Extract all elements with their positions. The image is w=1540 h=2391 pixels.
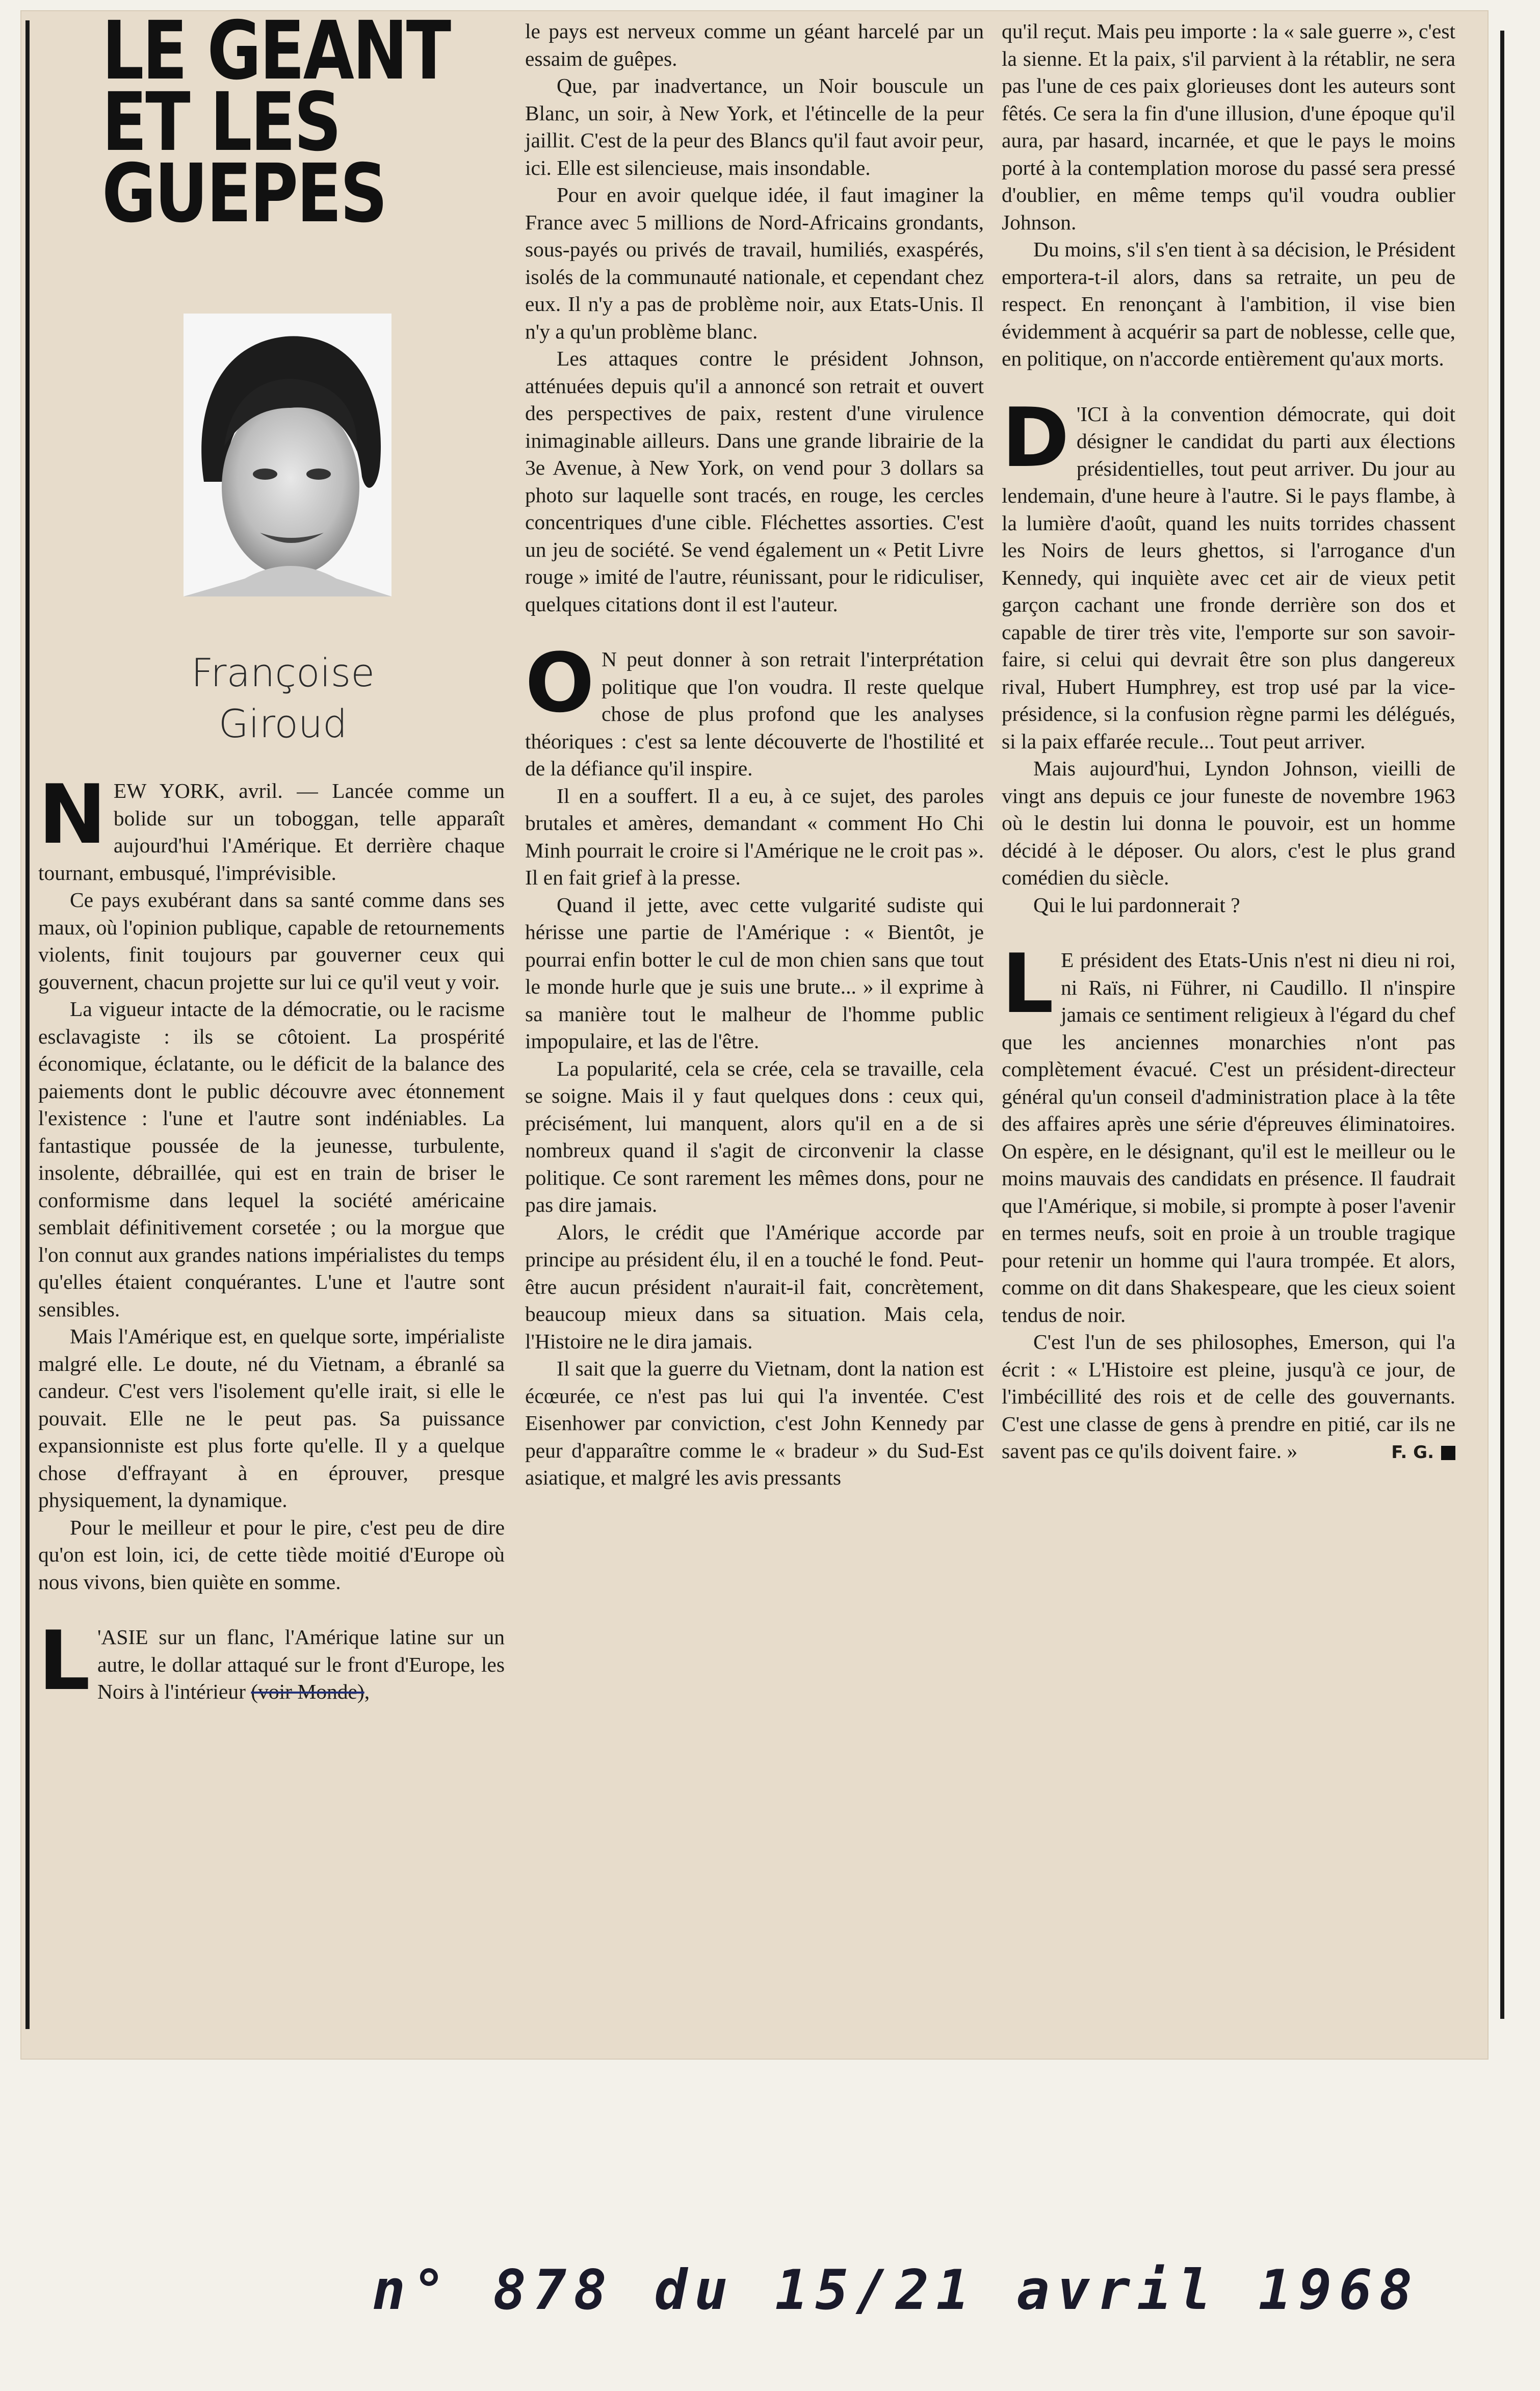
- drop-cap: L: [1002, 936, 1054, 1031]
- paragraph-text: Du moins, s'il s'en tient à sa décision, le Président emportera-t-il alors, dans sa retraite, un peu de respect. En renonçant à l'ambition, il vise bien évidemment à acquérir sa part de noblesse, celle que, en politique, on n'accorde entièrement qu'aux morts.: [1002, 238, 1455, 370]
- author-portrait: [184, 314, 391, 596]
- paragraph-text: La vigueur intacte de la démocratie, ou le racisme esclavagiste : ils se côtoient. La prospérité économique, éclatante, ou le déficit de la balance des paiements dont le public découvre avec étonnement l'existence : l'une et l'autre sont indéniables. La fantastique poussée de la jeunesse, turbulente, insolente, débraillée, qui est en train de briser le conformisme dans lequel la société américaine semblait définitivement corsetée ; ou la morgue que l'on connut aux grandes nations impérialistes du temps qu'elles étaient conquérantes. L'une et l'autre sont sensibles.: [38, 997, 505, 1321]
- drop-cap: O: [525, 635, 595, 731]
- drop-cap: L: [38, 1613, 90, 1708]
- paragraph-text: Il sait que la guerre du Vietnam, dont la nation est écœurée, ce n'est pas lui qui l'a inventée. C'est Eisenhower par conviction, c'est John Kennedy par peur d'apparaître comme le « bradeur » du Sud-Est asiatique, et malgré les avis pressants: [525, 1357, 984, 1489]
- portrait-photo: [184, 314, 391, 596]
- section-paragraph: [38, 1613, 505, 1708]
- paragraph: [525, 1219, 984, 1356]
- column-1: [38, 767, 505, 1708]
- paragraph: [38, 1514, 505, 1596]
- paragraph-text: Il en a souffert. Il a eu, à ce sujet, des paroles brutales et amères, demandant « comment Ho Chi Minh pourrait le croire si l'Amérique ne le croit pas ». Il en fait grief à la presse.: [525, 784, 984, 889]
- paragraph: [1002, 1329, 1455, 1465]
- paragraph: [525, 181, 984, 345]
- headline: [102, 4, 450, 241]
- paragraph: [1002, 18, 1455, 236]
- paragraph: [525, 18, 984, 72]
- author-signature: F. G.: [1391, 1442, 1434, 1463]
- paragraph-text: 'ICI à la convention démocrate, qui doit désigner le candidat du parti aux élections présidentielles, tout peut arriver. Du jour au lendemain, d'une heure à l'autre. Si le pays flambe, à la lumière d'août, quand les nuits torrides chassent les Noirs de leurs ghettos, si l'arrogance d'un Kennedy, qui inquiète avec cet air de vieux petit garçon cachant une fronde derrière son dos et capable de tirer très vite, l'emporte sur son savoir-faire, si celui qui devrait être son plus dangereux rival, Hubert Humphrey, est trop usé par la vice-présidence, si la confusion règne parmi les délégués, si la paix effarée recule... Tout peut arriver.: [1002, 402, 1455, 753]
- drop-cap: D: [1002, 389, 1069, 485]
- paragraph: [38, 887, 505, 996]
- end-of-article-mark: [1441, 1446, 1455, 1460]
- left-column-rule: [25, 20, 30, 2029]
- section-paragraph: [1002, 936, 1455, 1329]
- paragraph: [1002, 892, 1455, 919]
- section-paragraph: [38, 767, 505, 887]
- section-paragraph: [525, 635, 984, 783]
- byline-first-name: Françoise: [191, 650, 375, 695]
- paragraph-text: Pour en avoir quelque idée, il faut imaginer la France avec 5 millions de Nord-Africains grondants, sous-payés ou privés de travail, humiliés, exaspérés, isolés de la communauté nationale, et cependant chez eux. Il n'y a pas de problème noir, aux Etats-Unis. Il n'y a qu'un problème blanc.: [525, 183, 984, 343]
- paragraph: [38, 996, 505, 1323]
- section-paragraph: [1002, 389, 1455, 756]
- paragraph-text: le pays est nerveux comme un géant harcelé par un essaim de guêpes.: [525, 19, 984, 70]
- paragraph-tail: ,: [364, 1680, 370, 1703]
- headline-line: ET LES: [102, 75, 340, 169]
- drop-cap: N: [38, 767, 107, 862]
- paragraph-text: Ce pays exubérant dans sa santé comme dans ses maux, où l'opinion publique, capable de retournements violents, finit toujours par gouverner ceux qui gouvernent, chacun projette sur lui ce qu'il veut y voir.: [38, 888, 505, 994]
- paragraph: [38, 1323, 505, 1514]
- paragraph: [525, 345, 984, 618]
- paragraph-text: C'est l'un de ses philosophes, Emerson, qui l'a écrit : « L'Histoire est pleine, jusqu'à ce jour, de l'imbécillité des rois et de celle des gouvernants. C'est une classe de gens à prendre en pitié, car ils ne savent pas ce qu'ils doivent faire. »: [1002, 1330, 1455, 1463]
- paragraph: [1002, 755, 1455, 892]
- paragraph-text: E président des Etats-Unis n'est ni dieu ni roi, ni Raïs, ni Führer, ni Caudillo. Il n'inspire jamais ce sentiment religieux à l'égard du chef que les anciennes monarchies n'ont pas complètement évacué. C'est un président-directeur général qu'un conseil d'administration place à la tête des affaires après une série d'épreuves éliminatoires. On espère, en le désignant, qu'il est le meilleur ou le moins mauvais des candidats en présence. Il faudrait que l'Amérique, si mobile, si prompte à poser l'avenir en termes neufs, soit en proie à un trouble tragique pour retenir un homme qui l'aura trompée. Et alors, comme on dit dans Shakespeare, que les cieux soient tendus de noir.: [1002, 948, 1455, 1327]
- paragraph-text: Mais aujourd'hui, Lyndon Johnson, vieilli de vingt ans depuis ce jour funeste de novembre 1963 où le destin lui donna le pouvoir, est un homme décidé à le déposer. Ou alors, c'est le plus grand comédien du siècle.: [1002, 757, 1455, 889]
- paragraph: [525, 72, 984, 181]
- struck-reference: (voir Monde): [251, 1680, 364, 1703]
- column-3: [1002, 18, 1455, 1467]
- paragraph-text: EW YORK, avril. — Lancée comme un bolide sur un toboggan, telle apparaît aujourd'hui l'Amérique. Et derrière chaque tournant, embusqué, l'imprévisible.: [38, 779, 505, 885]
- paragraph: [525, 1355, 984, 1492]
- paragraph-text: Alors, le crédit que l'Amérique accorde par principe au président élu, il en a touché le fond. Peut-être aucun président n'aurait-il fait, concrètement, beaucoup mieux dans sa situation. Mais cela, l'Histoire ne le dira jamais.: [525, 1220, 984, 1353]
- headline-line: GUEPES: [102, 147, 386, 241]
- paragraph-text: N peut donner à son retrait l'interprétation politique que l'on voudra. Il reste quelque chose de plus profond que les analyses théoriques : c'est sa lente découverte de l'hostilité et de la défiance qu'il inspire.: [525, 647, 984, 780]
- byline: [168, 647, 398, 749]
- paragraph: [525, 892, 984, 1055]
- paragraph-text: 'ASIE sur un flanc, l'Amérique latine sur un autre, le dollar attaqué sur le front d'Europe, les Noirs à l'intérieur: [97, 1625, 505, 1703]
- right-column-rule: [1500, 31, 1504, 2019]
- paragraph-text: Mais l'Amérique est, en quelque sorte, impérialiste malgré elle. Le doute, né du Vietnam, a ébranlé sa candeur. C'est vers l'isolement qu'elle irait, si elle le pouvait. Elle ne le peut pas. Sa puissance expansionniste est plus forte qu'elle. Il y a quelque chose d'effrayant à en éprouver, presque physiquement, la dynamique.: [38, 1324, 505, 1512]
- signature-wrap: [1360, 1438, 1455, 1467]
- paragraph-text: Que, par inadvertance, un Noir bouscule un Blanc, un soir, à New York, et l'étincelle de la peur jaillit. C'est de la peur des Blancs qu'il faut avoir peur, ici. Elle est silencieuse, mais insondable.: [525, 74, 984, 179]
- headline-line: LE GEANT: [102, 4, 450, 98]
- paragraph: [1002, 236, 1455, 373]
- column-2: [525, 18, 984, 1492]
- paragraph-text: Pour le meilleur et pour le pire, c'est peu de dire qu'on est loin, ici, de cette tiède moitié d'Europe où nous vivons, bien quiète en somme.: [38, 1515, 505, 1594]
- paragraph: [525, 1055, 984, 1219]
- paragraph-text: La popularité, cela se crée, cela se travaille, cela se soigne. Mais il y faut quelques dons : ceux qui, précisément, lui manquent, alors qu'il en a de si nombreux quand il s'agit de circonvenir la classe politique. Ce sont rarement les mêmes dons, pour ne pas dire jamais.: [525, 1056, 984, 1216]
- handwritten-issue-note: n° 878 du 15/21 avril 1968: [372, 2258, 1420, 2322]
- paragraph: [525, 783, 984, 892]
- paragraph-text: Quand il jette, avec cette vulgarité sudiste qui hérisse une partie de l'Amérique : « Bientôt, je pourrai enfin botter le cul de mon chien sans que tout le monde hurle que je suis une brute... » il exprime à sa manière tout le malheur de l'homme public impopulaire, et las de l'être.: [525, 893, 984, 1053]
- byline-last-name: Giroud: [218, 701, 348, 746]
- paragraph-text: Les attaques contre le président Johnson, atténuées depuis qu'il a annoncé son retrait et ouvert des perspectives de paix, restent d'une virulence inimaginable ailleurs. Dans une grande librairie de la 3e Avenue, à New York, on vend pour 3 dollars sa photo sur laquelle sont tracés, en rouge, les cercles concentriques d'une cible. Fléchettes assorties. C'est un jeu de société. Se vend également un « Petit Livre rouge » imité de l'autre, réunissant, pour le ridiculiser, quelques citations dont il est l'auteur.: [525, 347, 984, 616]
- paragraph-text: Qui le lui pardonnerait ?: [1033, 893, 1240, 917]
- paragraph-text: qu'il reçut. Mais peu importe : la « sale guerre », c'est la sienne. Et la paix, s'il parvient à la rétablir, ne sera pas l'une de ces paix glorieuses dont les auteurs sont fêtés. Ce sera la fin d'une illusion, d'une époque qu'il aura, par hasard, incarnée, et que le pays le moins porté à la contemplation morose du passé sera pressé d'oublier, en même temps qu'il voudra oublier Johnson.: [1002, 19, 1455, 234]
